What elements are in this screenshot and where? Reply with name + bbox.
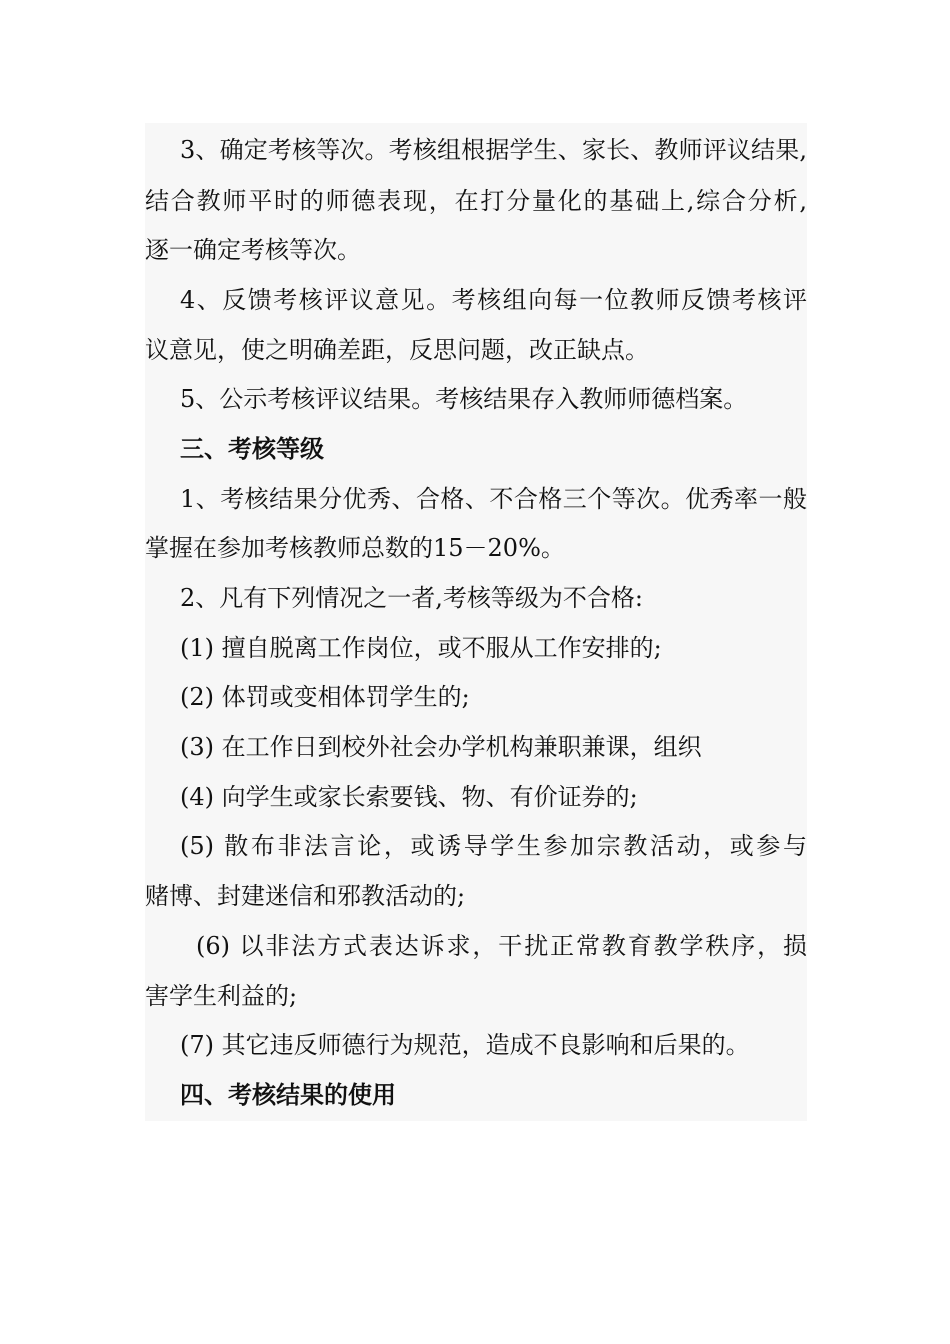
- list-item: (5) 散布非法言论，或诱导学生参加宗教活动，或参与: [180, 832, 807, 860]
- list-item-continuation: 害学生利益的;: [145, 982, 298, 1010]
- list-item: (4) 向学生或家长索要钱、物、有价证券的;: [180, 783, 638, 811]
- text-block-background: [145, 123, 807, 1121]
- list-item: (7) 其它违反师德行为规范，造成不良影响和后果的。: [180, 1031, 750, 1059]
- paragraph-line: 3、确定考核等次。考核组根据学生、家长、教师评议结果,: [180, 136, 807, 164]
- list-item: (2) 体罚或变相体罚学生的;: [180, 683, 470, 711]
- list-item-continuation: 赌博、封建迷信和邪教活动的;: [145, 882, 466, 910]
- paragraph-line: 结合教师平时的师德表现，在打分量化的基础上,综合分析,: [145, 187, 807, 215]
- list-item: (1) 擅自脱离工作岗位，或不服从工作安排的;: [180, 634, 662, 662]
- paragraph-line: 掌握在参加考核教师总数的15－20%。: [145, 534, 565, 562]
- list-item: (3) 在工作日到校外社会办学机构兼职兼课，组织: [180, 733, 702, 761]
- paragraph-line: 2、凡有下列情况之一者,考核等级为不合格:: [180, 584, 643, 612]
- paragraph-line: 议意见，使之明确差距，反思问题，改正缺点。: [145, 336, 649, 364]
- paragraph-line: 1、考核结果分优秀、合格、不合格三个等次。优秀率一般: [180, 485, 807, 513]
- paragraph-line: 逐一确定考核等次。: [145, 236, 361, 264]
- paragraph-line: 4、反馈考核评议意见。考核组向每一位教师反馈考核评: [180, 286, 807, 314]
- paragraph-line: 5、公示考核评议结果。考核结果存入教师师德档案。: [180, 385, 748, 413]
- section-heading: 四、考核结果的使用: [180, 1081, 396, 1109]
- list-item: (6) 以非法方式表达诉求，干扰正常教育教学秩序，损: [196, 932, 807, 960]
- section-heading: 三、考核等级: [180, 435, 324, 463]
